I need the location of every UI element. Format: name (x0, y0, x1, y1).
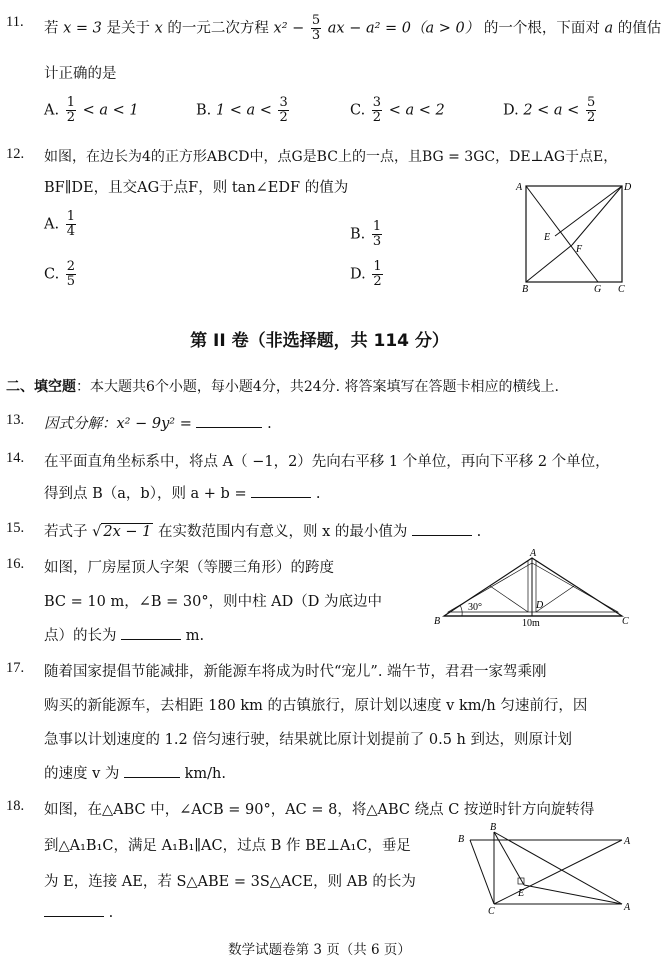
q11-option-a[interactable]: A. $\frac{1}{2}$ < a < 1 (44, 95, 139, 125)
q14-line2: 得到点 B（a，b），则 a + b = . (44, 486, 321, 502)
part2-instructions: 二、填空题：本大题共6个小题，每小题4分，共24分. 将答案填写在答题卡相应的横线上. (6, 379, 559, 395)
q16-roof-figure (432, 546, 632, 630)
fig16-label-b: B (434, 616, 441, 627)
q12-option-c[interactable]: C. $\frac{2}{5}$ (44, 259, 76, 289)
q16-number: 16. (6, 556, 25, 572)
fig18-label-a: A (624, 902, 631, 913)
sqrt-symbol: √ (92, 524, 102, 540)
q13-answer-blank[interactable] (196, 415, 262, 428)
q16-line3: 点）的长为 m. (44, 628, 205, 644)
q12-square-figure (510, 178, 630, 294)
fig12-label-b: B (522, 284, 529, 295)
q18-number: 18. (6, 798, 25, 814)
fig18-label-b1: B (490, 822, 497, 833)
q11-option-d[interactable]: D. 2 < a < $\frac{5}{2}$ (503, 95, 596, 125)
page-footer: 数学试题卷第 3 页（共 6 页） (228, 942, 411, 958)
q18-line2: 到△A₁B₁C，满足 A₁B₁∥AC，过点 B 作 BE⊥A₁C，垂足 (44, 838, 411, 854)
q14-answer-blank[interactable] (251, 485, 311, 498)
q17-answer-blank[interactable] (124, 765, 180, 778)
section-title: 第 II 卷（非选择题，共 114 分） (190, 331, 449, 351)
q11-option-b[interactable]: B. 1 < a < $\frac{3}{2}$ (196, 95, 288, 125)
fig12-label-d: D (624, 182, 632, 193)
q18-line4: . (44, 904, 113, 921)
q12-option-b[interactable]: B. $\frac{1}{3}$ (350, 219, 382, 249)
fig12-label-g: G (594, 284, 602, 295)
fig18-label-a1: A (624, 836, 631, 847)
fig18-label-c: C (488, 906, 495, 917)
q18-answer-blank[interactable] (44, 904, 104, 917)
fig12-label-f: F (576, 244, 583, 255)
fig18-label-e: E (518, 888, 525, 899)
fig12-label-e: E (544, 232, 551, 243)
q11-option-c[interactable]: C. $\frac{3}{2}$ < a < 2 (350, 95, 445, 125)
q15-text: 若式子 √ 2x − 1 在实数范围内有意义，则 x 的最小值为 . (44, 524, 482, 540)
q12-line2: BF∥DE，且交AG于点F，则 tan∠EDF 的值为 (44, 180, 349, 196)
q14-number: 14. (6, 450, 25, 466)
q12-option-a[interactable]: A. $\frac{1}{4}$ (44, 209, 75, 239)
q16-line2: BC = 10 m，∠B = 30°，则中柱 AD（D 为底边中 (44, 594, 383, 610)
fig16-label-angle: 30° (468, 602, 482, 613)
q16-answer-blank[interactable] (121, 627, 181, 640)
q11-line1: 若 x = 3 是关于 x 的一元二次方程 x² − $\frac{5}{3}$ ax − a² = 0（a > 0） 的一个根，下面对 a 的值估 (44, 13, 661, 43)
q17-line4: 的速度 v 为 km/h. (44, 766, 227, 782)
q11-number: 11. (6, 14, 24, 30)
q15-number: 15. (6, 520, 25, 536)
fig16-label-a: A (530, 548, 537, 559)
q18-line3: 为 E，连接 AE，若 S△ABE = 3S△ACE，则 AB 的长为 (44, 874, 416, 890)
fig16-label-d: D (536, 600, 544, 611)
q12-option-d[interactable]: D. $\frac{1}{2}$ (350, 259, 382, 289)
q12-line1: 如图，在边长为4的正方形ABCD中，点G是BC上的一点，且BG = 3GC，DE⊥AG于点E， (44, 149, 618, 165)
q11-line2: 计正确的是 (44, 66, 117, 82)
q18-rotation-figure (452, 822, 634, 916)
q13-text: 因式分解：x² − 9y² = . (44, 416, 272, 432)
fig12-label-a: A (516, 182, 523, 193)
q16-line1: 如图，厂房屋顶人字架（等腰三角形）的跨度 (44, 560, 334, 576)
q14-line1: 在平面直角坐标系中，将点 A（ −1，2）先向右平移 1 个单位，再向下平移 2 个单位， (44, 454, 610, 470)
q15-answer-blank[interactable] (412, 523, 472, 536)
q12-number: 12. (6, 146, 25, 162)
fig16-label-span: 10m (522, 618, 540, 629)
q17-line2: 购买的新能源车，去相距 180 km 的古镇旅行，原计划以速度 v km/h 匀速前行，因 (44, 698, 588, 714)
q18-line1: 如图，在△ABC 中，∠ACB = 90°，AC = 8，将△ABC 绕点 C 按逆时针方向旋转得 (44, 802, 595, 818)
q13-number: 13. (6, 412, 25, 428)
q17-line3: 急事以计划速度的 1.2 倍匀速行驶，结果就比原计划提前了 0.5 h 到达，则原计划 (44, 732, 573, 748)
q17-line1: 随着国家提倡节能减排，新能源车将成为时代“宠儿”. 端午节，君君一家驾乘刚 (44, 664, 547, 680)
fig12-label-c: C (618, 284, 625, 295)
fig16-label-c: C (622, 616, 629, 627)
fig18-label-b: B (458, 834, 465, 845)
q17-number: 17. (6, 660, 25, 676)
